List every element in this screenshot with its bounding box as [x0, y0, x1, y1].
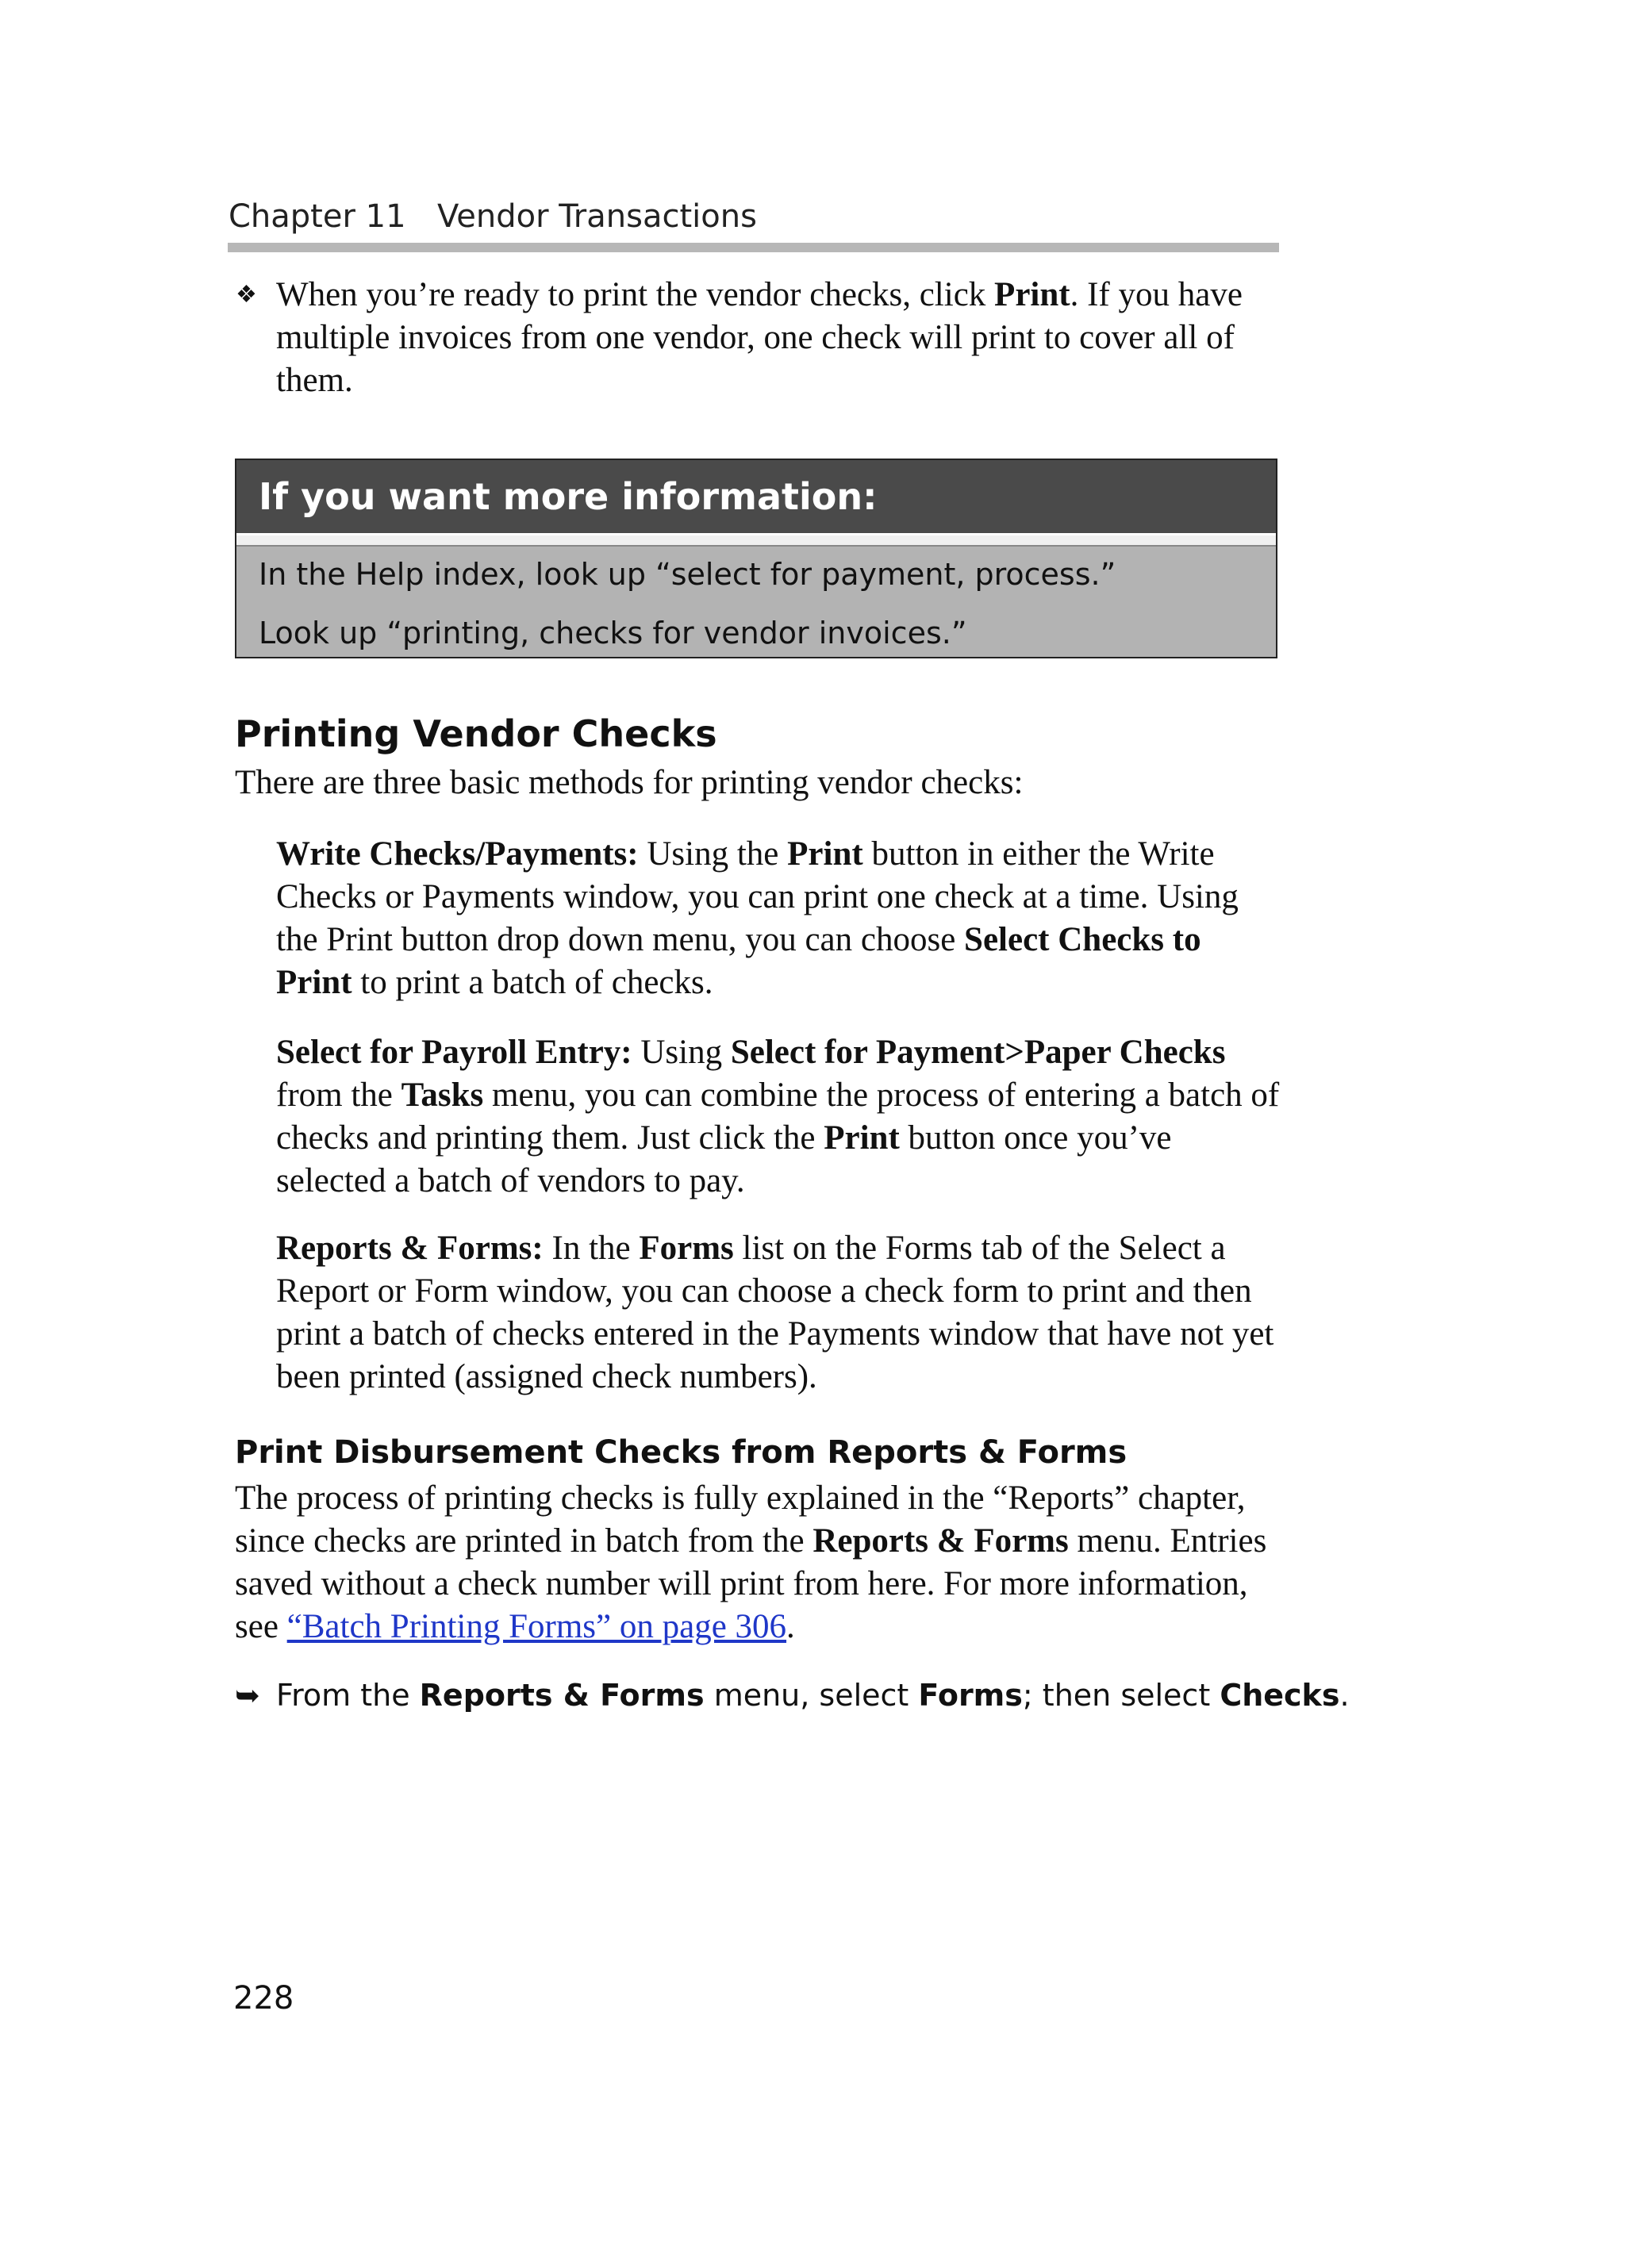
- subsection-paragraph: [235, 1477, 1290, 1648]
- method-reports-forms: [276, 1227, 1284, 1399]
- text-run: .: [786, 1608, 795, 1645]
- bold-run: Checks: [1220, 1678, 1340, 1713]
- text-run: Using the: [638, 835, 788, 873]
- text-run: . If you have multiple invoices from one vendor, one check will print to cover all of them.: [276, 276, 1243, 399]
- text-run: menu. Entries saved without a check number will print from here. For more information, see: [235, 1522, 1267, 1645]
- bold-run: Print: [787, 835, 863, 873]
- bullet-text: [276, 274, 1291, 402]
- running-head: [229, 198, 757, 235]
- info-box-line: In the Help index, look up “select for payment, process.”: [259, 557, 1116, 592]
- bold-run: Print: [994, 276, 1070, 313]
- batch-printing-link[interactable]: “Batch Printing Forms” on page 306: [286, 1608, 787, 1645]
- method-label: Select for Payroll Entry:: [276, 1034, 632, 1071]
- info-box-title: If you want more information:: [236, 460, 1276, 533]
- text-run: button once you’ve selected a batch of vendors to pay.: [276, 1119, 1172, 1199]
- method-write-checks: [276, 833, 1284, 1004]
- info-box-divider: [236, 533, 1276, 547]
- info-box-line: Look up “printing, checks for vendor invoices.”: [259, 616, 967, 650]
- section-title: Printing Vendor Checks: [235, 712, 717, 755]
- method-label: Reports & Forms:: [276, 1230, 544, 1267]
- bullet-paragraph: [236, 274, 1291, 402]
- bold-run: Forms: [918, 1678, 1023, 1713]
- diamond-bullet-icon: ❖: [236, 282, 257, 308]
- subsection-title: Print Disbursement Checks from Reports & Forms: [235, 1434, 1128, 1471]
- bold-run: Select for Payment>Paper Checks: [730, 1034, 1226, 1071]
- text-run: The process of printing checks is fully explained in the “Reports” chapter, since checks are printed in batch from the: [235, 1479, 1246, 1560]
- text-run: to print a batch of checks.: [352, 964, 713, 1001]
- bold-run: Select Checks to Print: [276, 921, 1201, 1001]
- chapter-label: Chapter 11: [229, 198, 406, 235]
- text-run: In the: [543, 1230, 640, 1267]
- text-run: .: [1339, 1678, 1350, 1713]
- text-run: menu, select: [704, 1678, 919, 1713]
- text-run: button in either the Write Checks or Payments window, you can print one check at a time. Using the Print button drop down menu, you can choose: [276, 835, 1239, 958]
- method-label: Write Checks/Payments:: [276, 835, 639, 873]
- text-run: When you’re ready to print the vendor checks, click: [276, 276, 995, 313]
- header-rule: [228, 243, 1279, 252]
- bold-run: Reports & Forms: [419, 1678, 705, 1713]
- text-run: from the: [276, 1076, 401, 1114]
- text-run: list on the Forms tab of the Select a Report or Form window, you can choose a check form to print and then print a batch of checks entered in the Payments window that have not yet been printed (assigned check numbers).: [276, 1230, 1274, 1395]
- chapter-title: Vendor Transactions: [437, 198, 757, 235]
- bold-run: Reports & Forms: [812, 1522, 1069, 1560]
- procedure-step: [235, 1675, 1350, 1715]
- method-select-payroll: [276, 1031, 1284, 1203]
- text-run: ; then select: [1022, 1678, 1220, 1713]
- text-run: From the: [276, 1678, 420, 1713]
- bold-run: Forms: [639, 1230, 734, 1267]
- section-intro: There are three basic methods for printing vendor checks:: [235, 764, 1024, 801]
- info-box: [235, 459, 1277, 658]
- arrow-bullet-icon: ➥: [235, 1678, 260, 1713]
- page-number: 228: [233, 1980, 294, 2017]
- bold-run: Print: [824, 1119, 900, 1157]
- bold-run: Tasks: [401, 1076, 484, 1114]
- text-run: menu, you can combine the process of entering a batch of checks and printing them. Just click the: [276, 1076, 1280, 1157]
- text-run: Using: [632, 1034, 731, 1071]
